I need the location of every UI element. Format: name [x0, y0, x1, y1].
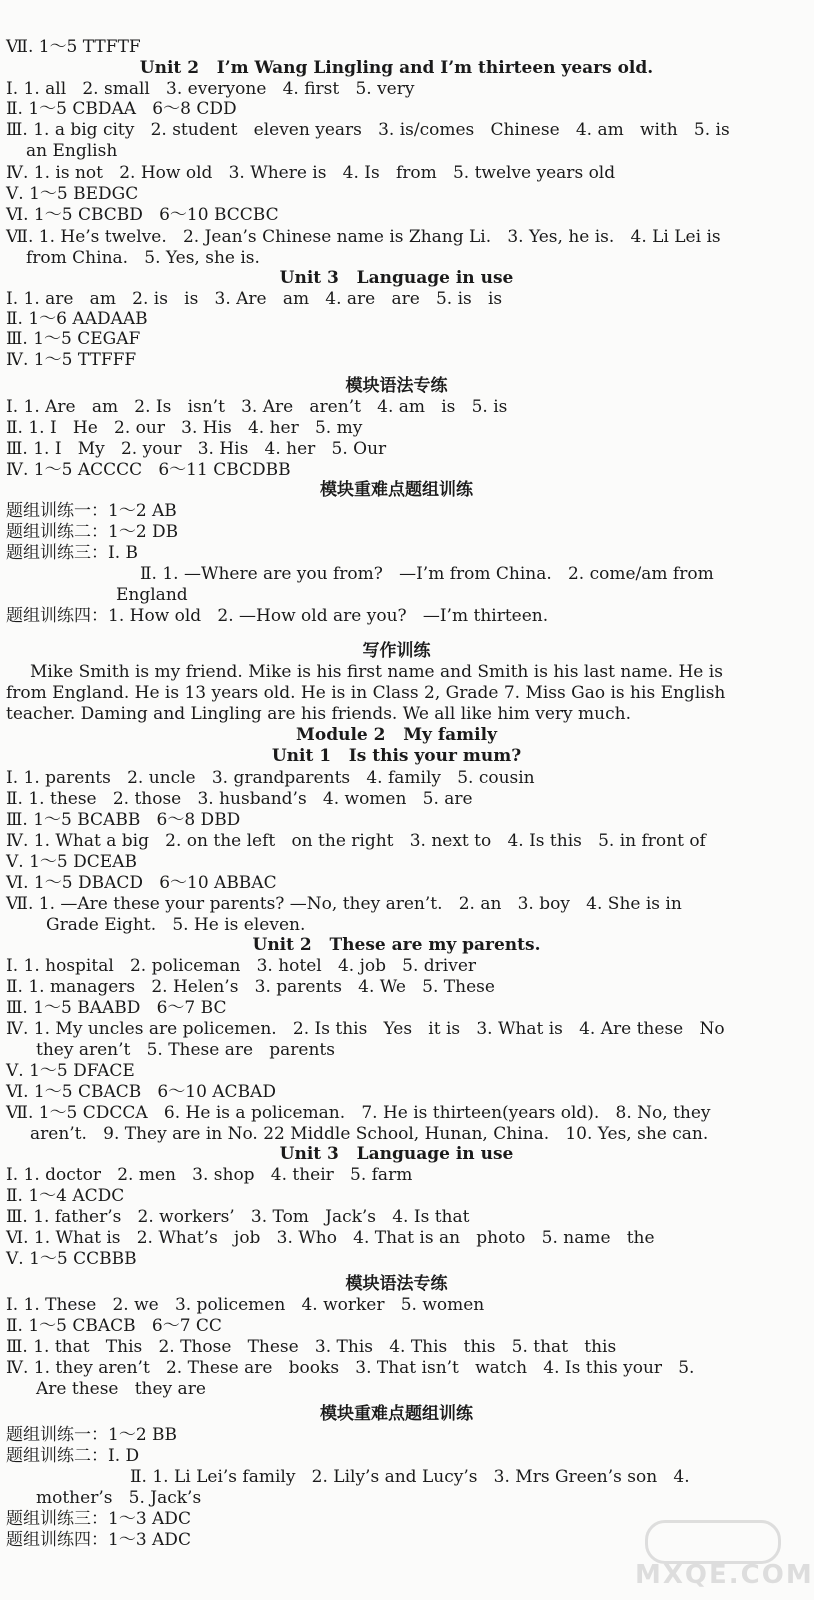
answer-line: aren’t. 9. They are in No. 22 Middle School, Hunan, China. 10. Yes, she can.	[30, 1124, 709, 1144]
answer-line: Ⅰ. 1. These 2. we 3. policemen 4. worker 5. women	[6, 1295, 485, 1315]
answer-line: Ⅵ. 1～5 CBCBD 6～10 BCCBC	[6, 205, 279, 225]
answer-line: 题组训练四：1～3 ADC	[6, 1530, 191, 1550]
unit-heading: Unit 3 Language in use	[279, 268, 514, 288]
answer-line: Ⅱ. 1～5 CBDAA 6～8 CDD	[6, 99, 237, 119]
answer-line: Grade Eight. 5. He is eleven.	[46, 915, 306, 935]
answer-line: Ⅱ. 1. these 2. those 3. husband’s 4. women 5. are	[6, 789, 473, 809]
answer-line: Ⅳ. 1～5 TTFFF	[6, 350, 137, 370]
answer-line: Ⅵ. 1. What is 2. What’s job 3. Who 4. That is an photo 5. name the	[6, 1228, 655, 1248]
answer-line: Ⅱ. 1. Li Lei’s family 2. Lily’s and Lucy’s 3. Mrs Green’s son 4.	[130, 1467, 690, 1487]
answer-line: from China. 5. Yes, she is.	[26, 248, 260, 268]
answer-line: 题组训练二：Ⅰ. D	[6, 1446, 140, 1466]
answer-line: Ⅵ. 1～5 CBACB 6～10 ACBAD	[6, 1082, 276, 1102]
answer-line: Ⅳ. 1. they aren’t 2. These are books 3. That isn’t watch 4. Is this your 5.	[6, 1358, 695, 1378]
unit-heading: Unit 2 I’m Wang Lingling and I’m thirteen years old.	[139, 58, 654, 78]
answer-line: Ⅴ. 1～5 DCEAB	[6, 852, 137, 872]
essay-line: Mike Smith is my friend. Mike is his first name and Smith is his last name. He is	[30, 662, 723, 682]
answer-line: Ⅳ. 1. is not 2. How old 3. Where is 4. Is from 5. twelve years old	[6, 163, 616, 183]
answer-line: Ⅱ. 1. managers 2. Helen’s 3. parents 4. We 5. These	[6, 977, 495, 997]
answer-line: 题组训练三：Ⅰ. B	[6, 543, 139, 563]
answer-line: Ⅲ. 1～5 CEGAF	[6, 329, 141, 349]
answer-line: Ⅳ. 1. My uncles are policemen. 2. Is this Yes it is 3. What is 4. Are these No	[6, 1019, 725, 1039]
essay-line: from England. He is 13 years old. He is in Class 2, Grade 7. Miss Gao is his English	[6, 683, 726, 703]
answer-line: Ⅰ. 1. hospital 2. policeman 3. hotel 4. job 5. driver	[6, 956, 477, 976]
answer-line: Ⅶ. 1～5 CDCCA 6. He is a policeman. 7. He is thirteen(years old). 8. No, they	[6, 1103, 711, 1123]
answer-line: Ⅶ. 1～5 TTFTF	[6, 37, 141, 57]
answer-line: 题组训练二：1～2 DB	[6, 522, 179, 542]
answer-line: Ⅰ. 1. parents 2. uncle 3. grandparents 4. family 5. cousin	[6, 768, 535, 788]
essay-line: teacher. Daming and Lingling are his friends. We all like him very much.	[6, 704, 631, 724]
site-watermark	[635, 1520, 814, 1594]
answer-line: Ⅱ. 1. —Where are you from? —I’m from China. 2. come/am from	[140, 564, 714, 584]
answer-line: Ⅲ. 1～5 BCABB 6～8 DBD	[6, 810, 241, 830]
answer-line: Ⅱ. 1～6 AADAAB	[6, 309, 148, 329]
answer-line: Ⅲ. 1. that This 2. Those These 3. This 4. This this 5. that this	[6, 1337, 617, 1357]
answer-line: Ⅱ. 1～5 CBACB 6～7 CC	[6, 1316, 222, 1336]
section-heading: 模块语法专练	[345, 1274, 448, 1294]
answer-line: they aren’t 5. These are parents	[36, 1040, 335, 1060]
answer-line: Ⅳ. 1. What a big 2. on the left on the right 3. next to 4. Is this 5. in front of	[6, 831, 706, 851]
answer-line: Ⅵ. 1～5 DBACD 6～10 ABBAC	[6, 873, 277, 893]
answer-line: Ⅰ. 1. are am 2. is is 3. Are am 4. are are 5. is is	[6, 289, 503, 309]
answer-line: 题组训练一：1～2 BB	[6, 1425, 178, 1445]
answer-line: Ⅴ. 1～5 CCBBB	[6, 1249, 137, 1269]
answer-line: Ⅴ. 1～5 DFACE	[6, 1061, 135, 1081]
answer-line: Ⅰ. 1. doctor 2. men 3. shop 4. their 5. farm	[6, 1165, 413, 1185]
watermark-badge-icon	[645, 1520, 781, 1564]
module-heading: Module 2 My family	[296, 725, 497, 745]
answer-line: 题组训练三：1～3 ADC	[6, 1509, 191, 1529]
section-heading: 模块重难点题组训练	[320, 1404, 473, 1424]
answer-line: an English	[26, 141, 118, 161]
answer-line: Ⅰ. 1. all 2. small 3. everyone 4. first 5. very	[6, 79, 415, 99]
answer-line: Ⅲ. 1～5 BAABD 6～7 BC	[6, 998, 227, 1018]
answer-line: Ⅱ. 1～4 ACDC	[6, 1186, 125, 1206]
unit-heading: Unit 1 Is this your mum?	[271, 746, 522, 766]
watermark-domain: MXQE.COM	[635, 1560, 814, 1590]
unit-heading: Unit 2 These are my parents.	[252, 935, 541, 955]
answer-line: England	[116, 585, 188, 605]
unit-heading: Unit 3 Language in use	[279, 1144, 514, 1164]
section-heading: 模块语法专练	[345, 376, 448, 396]
answer-line: Ⅶ. 1. He’s twelve. 2. Jean’s Chinese name is Zhang Li. 3. Yes, he is. 4. Li Lei is	[6, 227, 721, 247]
answer-line: mother’s 5. Jack’s	[36, 1488, 202, 1508]
answer-line: Ⅲ. 1. I My 2. your 3. His 4. her 5. Our	[6, 439, 387, 459]
answer-line: 题组训练四：1. How old 2. —How old are you? —I’m thirteen.	[6, 606, 549, 626]
section-heading: 模块重难点题组训练	[320, 480, 473, 500]
answer-line: Ⅲ. 1. a big city 2. student eleven years 3. is/comes Chinese 4. am with 5. is	[6, 120, 730, 140]
answer-line: Ⅱ. 1. I He 2. our 3. His 4. her 5. my	[6, 418, 363, 438]
answer-line: Ⅶ. 1. —Are these your parents? —No, they aren’t. 2. an 3. boy 4. She is in	[6, 894, 682, 914]
answer-line: Ⅰ. 1. Are am 2. Is isn’t 3. Are aren’t 4. am is 5. is	[6, 397, 508, 417]
answer-line: 题组训练一：1～2 AB	[6, 501, 177, 521]
answer-line: Are these they are	[36, 1379, 206, 1399]
answer-line: Ⅲ. 1. father’s 2. workers’ 3. Tom Jack’s 4. Is that	[6, 1207, 470, 1227]
answer-line: Ⅴ. 1～5 BEDGC	[6, 184, 139, 204]
section-heading: 写作训练	[362, 641, 431, 661]
answer-line: Ⅳ. 1～5 ACCCC 6～11 CBCDBB	[6, 460, 291, 480]
